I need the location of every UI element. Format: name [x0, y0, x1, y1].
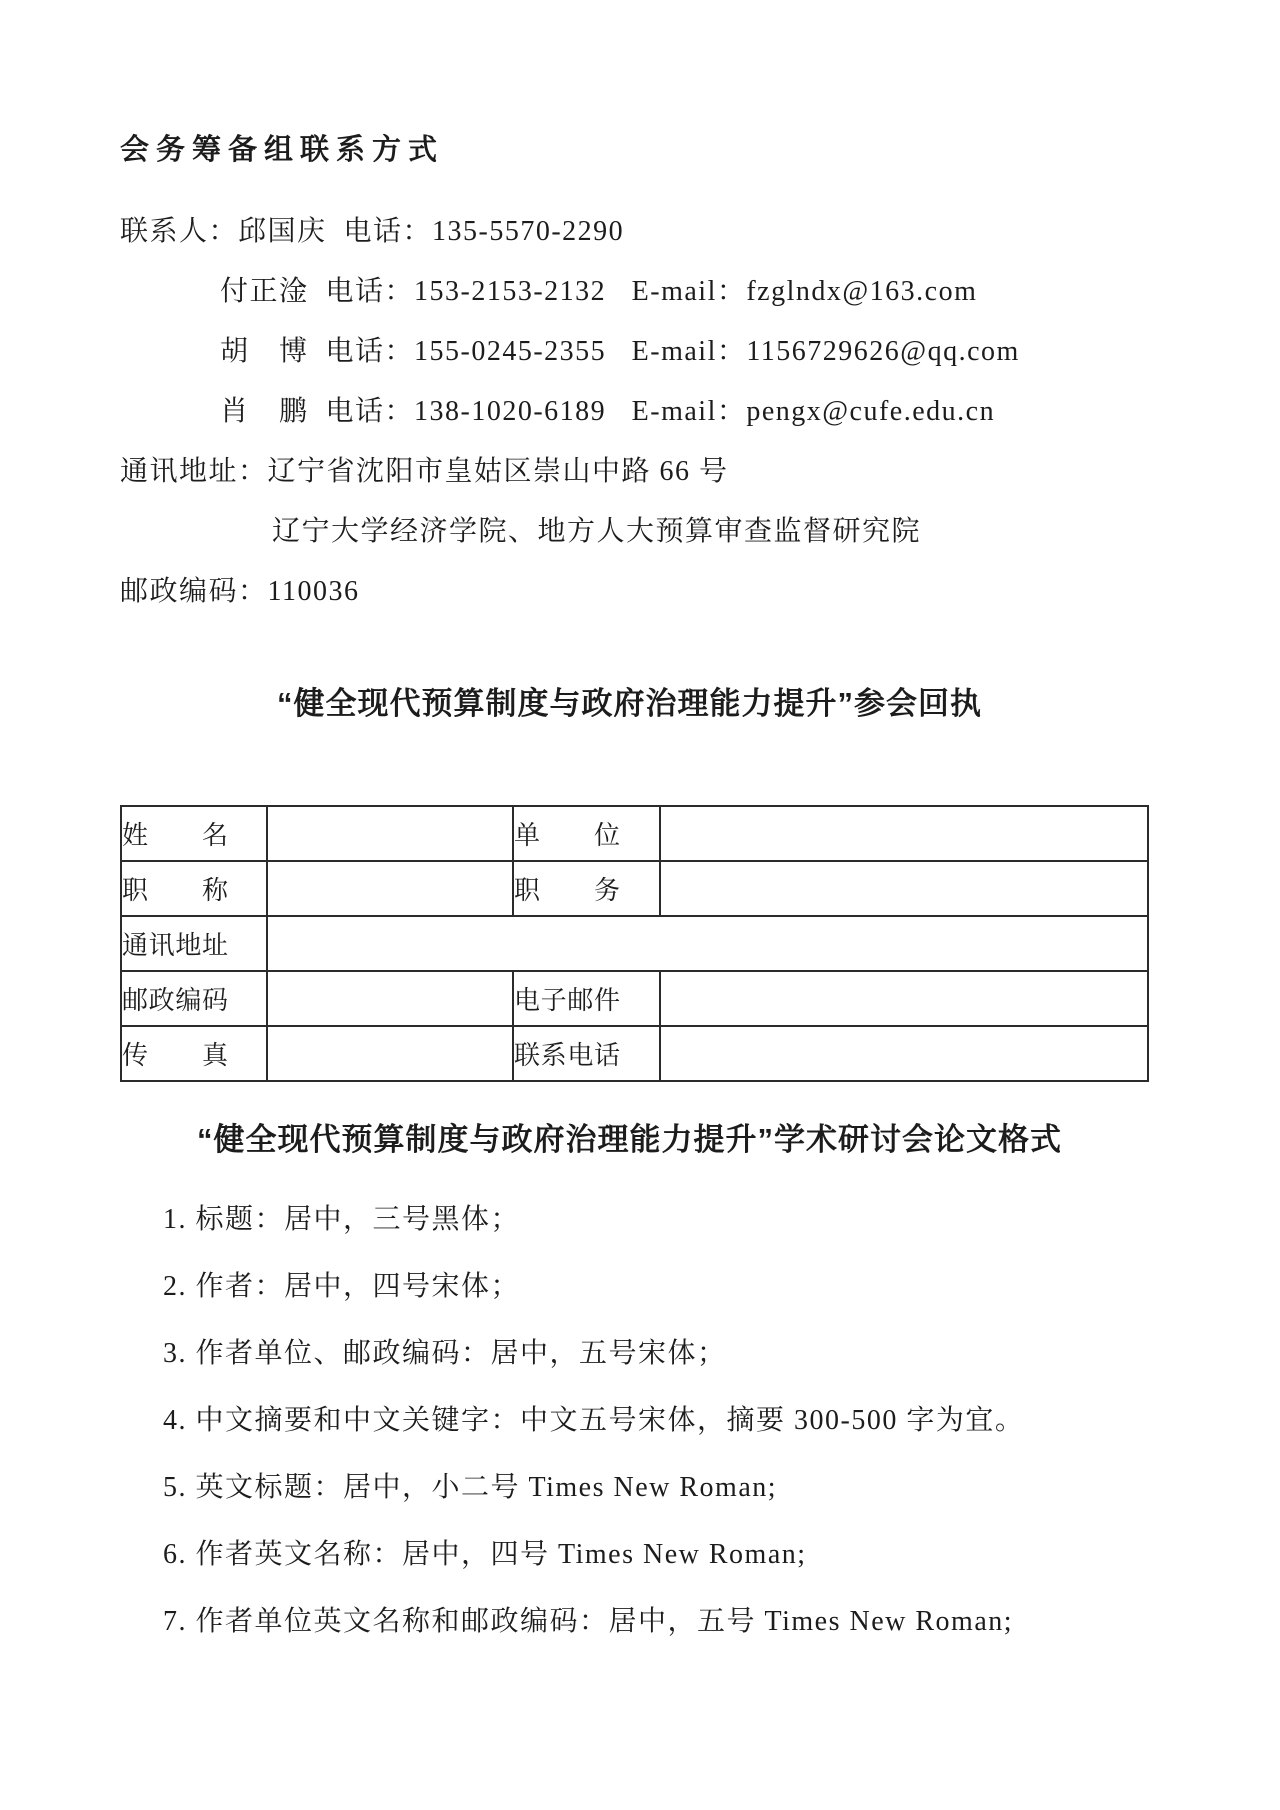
- label-prof-title: 职称: [122, 876, 228, 905]
- label-email: 电子邮件: [514, 986, 620, 1015]
- label-name: 姓名: [122, 821, 228, 850]
- field-name: [267, 806, 513, 861]
- field-unit: [660, 806, 1148, 861]
- table-row: [121, 971, 1148, 1026]
- field-fax: [267, 1026, 513, 1081]
- table-row: [121, 1026, 1148, 1081]
- contact-section-heading: 会务筹备组联系方式: [120, 134, 445, 166]
- mailing-address-line: 通讯地址：辽宁省沈阳市皇姑区崇山中路 66 号: [120, 456, 729, 487]
- field-phone: [660, 1026, 1148, 1081]
- label-cell-fax: [121, 1026, 267, 1081]
- paper-format-title: “健全现代预算制度与政府治理能力提升”学术研讨会论文格式: [197, 1122, 1062, 1157]
- field-address: [267, 916, 1148, 971]
- label-address: 通讯地址: [122, 931, 228, 960]
- postal-code-line: 邮政编码：110036: [120, 576, 360, 607]
- field-email: [660, 971, 1148, 1026]
- contact-line-4: 肖 鹏 电话：138-1020-6189 E-mail：pengx@cufe.edu.cn: [220, 396, 996, 427]
- label-phone: 联系电话: [514, 1041, 620, 1070]
- label-cell-prof-title: [121, 861, 267, 916]
- paper-format-list: [120, 1190, 1139, 1652]
- table-row: [121, 806, 1148, 861]
- label-cell-email: [513, 971, 660, 1026]
- label-cell-name: [121, 806, 267, 861]
- table-row: [121, 916, 1148, 971]
- label-cell-phone: [513, 1026, 660, 1081]
- table-row: [121, 861, 1148, 916]
- label-cell-position: [513, 861, 660, 916]
- format-item-4: 4. 中文摘要和中文关键字：中文五号宋体，摘要 300-500 字为宜。: [163, 1405, 1025, 1436]
- label-cell-unit: [513, 806, 660, 861]
- format-item-6: 6. 作者英文名称：居中，四号 Times New Roman;: [163, 1539, 807, 1570]
- format-item-1: 1. 标题：居中，三号黑体；: [163, 1204, 521, 1235]
- format-item-7: 7. 作者单位英文名称和邮政编码：居中，五号 Times New Roman;: [163, 1606, 1014, 1637]
- contact-line-3: 胡 博 电话：155-0245-2355 E-mail：1156729626@qq.com: [220, 336, 1020, 367]
- label-position: 职务: [514, 876, 620, 905]
- field-position: [660, 861, 1148, 916]
- field-prof-title: [267, 861, 513, 916]
- label-unit: 单位: [514, 821, 620, 850]
- format-item-3: 3. 作者单位、邮政编码：居中，五号宋体；: [163, 1338, 727, 1369]
- receipt-table: [120, 805, 1149, 1082]
- label-cell-address: [121, 916, 267, 971]
- label-cell-postcode: [121, 971, 267, 1026]
- contact-line-2: 付正淦 电话：153-2153-2132 E-mail：fzglndx@163.com: [220, 276, 978, 307]
- format-item-2: 2. 作者：居中，四号宋体；: [163, 1271, 521, 1302]
- mailing-address-line-2: 辽宁大学经济学院、地方人大预算审查监督研究院: [272, 516, 922, 547]
- label-postcode: 邮政编码: [122, 986, 228, 1015]
- contact-line-liaison: 联系人：邱国庆 电话：135-5570-2290: [120, 216, 625, 247]
- format-item-5: 5. 英文标题：居中，小二号 Times New Roman;: [163, 1472, 778, 1503]
- label-fax: 传真: [122, 1041, 228, 1070]
- receipt-title: “健全现代预算制度与政府治理能力提升”参会回执: [277, 686, 982, 721]
- field-postcode: [267, 971, 513, 1026]
